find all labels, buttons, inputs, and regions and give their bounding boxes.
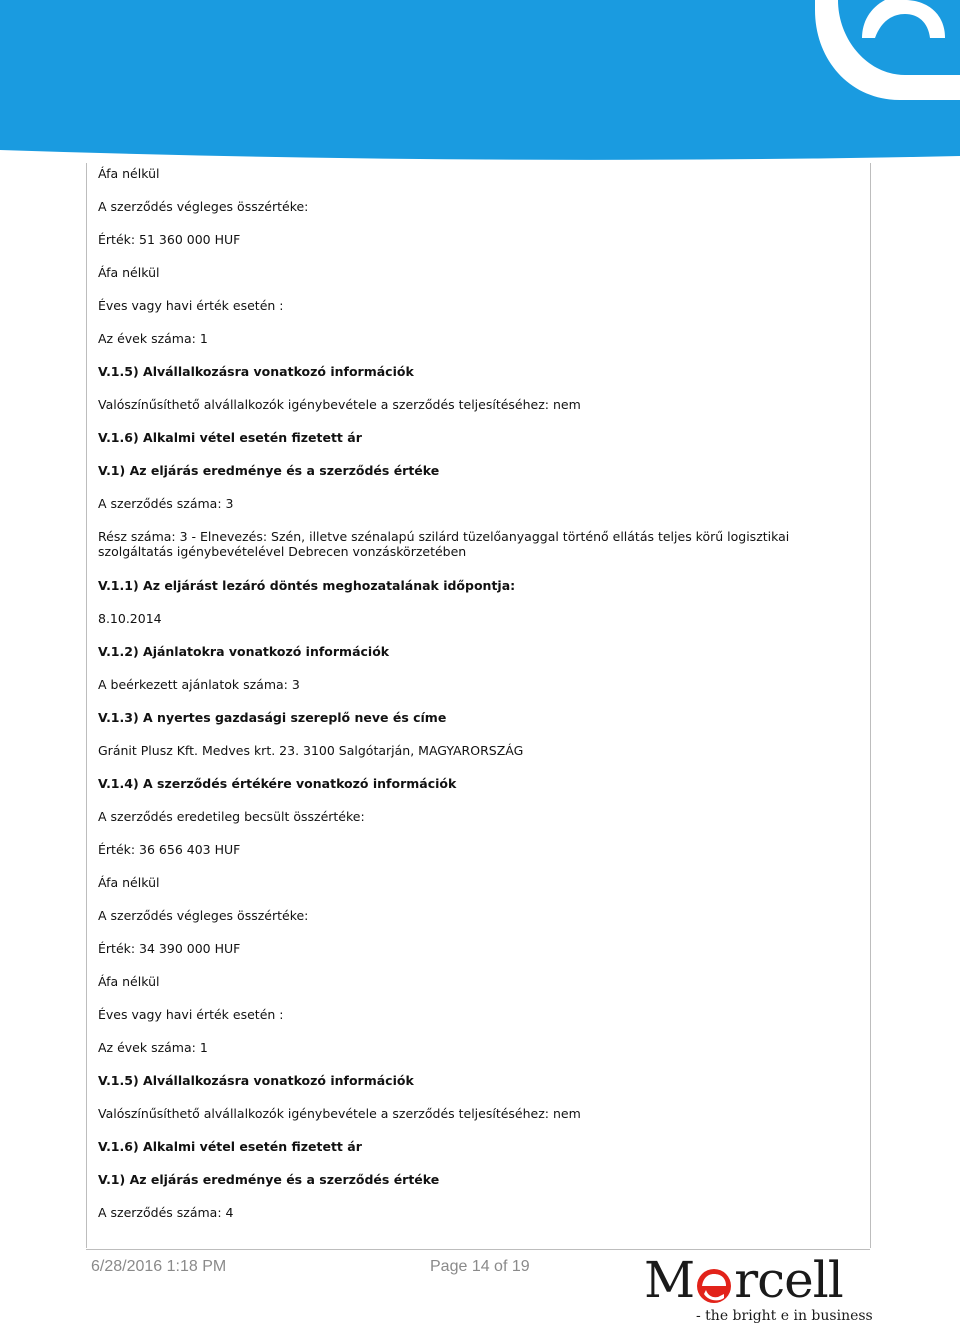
section-heading: V.1.1) Az eljárást lezáró döntés meghozatalának időpontja: [98, 578, 516, 593]
section-heading: V.1.5) Alvállalkozásra vonatkozó információk [98, 1073, 414, 1088]
brand-tagline: - the bright e in business [696, 1308, 873, 1324]
section-heading: V.1) Az eljárás eredménye és a szerződés értéke [98, 1172, 440, 1187]
section-heading: V.1.4) A szerződés értékére vonatkozó információk [98, 776, 457, 791]
document-line: Áfa nélkül [98, 974, 160, 989]
section-heading: V.1.6) Alkalmi vétel esetén fizetett ár [98, 430, 362, 445]
section-heading: V.1.6) Alkalmi vétel esetén fizetett ár [98, 1139, 362, 1154]
document-line: Áfa nélkül [98, 875, 160, 890]
section-heading: V.1) Az eljárás eredménye és a szerződés értéke [98, 463, 440, 478]
document-line: A szerződés száma: 3 [98, 496, 234, 511]
document-line: A beérkezett ajánlatok száma: 3 [98, 677, 300, 692]
document-line: Valószínűsíthető alvállalkozók igénybevétele a szerződés teljesítéséhez: nem [98, 1106, 581, 1121]
document-line: A szerződés végleges összértéke: [98, 199, 309, 214]
section-heading: V.1.3) A nyertes gazdasági szereplő neve és címe [98, 710, 447, 725]
document-line: A szerződés eredetileg becsült összértéke: [98, 809, 365, 824]
document-line: Érték: 36 656 403 HUF [98, 842, 241, 857]
document-line: 8.10.2014 [98, 611, 162, 626]
footer-date: 6/28/2016 1:18 PM [91, 1258, 227, 1275]
footer-page-number: Page 14 of 19 [430, 1258, 530, 1275]
document-line: A szerződés végleges összértéke: [98, 908, 309, 923]
document-line: Éves vagy havi érték esetén : [98, 298, 284, 313]
document-body [86, 163, 871, 1248]
document-line: Éves vagy havi érték esetén : [98, 1007, 284, 1022]
document-line: Gránit Plusz Kft. Medves krt. 23. 3100 Salgótarján, MAGYARORSZÁG [98, 743, 524, 758]
document-line: Az évek száma: 1 [98, 1040, 208, 1055]
brand-letter-m: M [644, 1251, 695, 1309]
document-line: Érték: 34 390 000 HUF [98, 941, 241, 956]
document-line: Az évek száma: 1 [98, 331, 208, 346]
document-line: Érték: 51 360 000 HUF [98, 232, 241, 247]
section-heading: V.1.5) Alvállalkozásra vonatkozó információk [98, 364, 414, 379]
document-line: Valószínűsíthető alvállalkozók igénybevétele a szerződés teljesítéséhez: nem [98, 397, 581, 412]
document-line: Áfa nélkül [98, 166, 160, 181]
section-heading: V.1.2) Ajánlatokra vonatkozó információk [98, 644, 390, 659]
document-line: Rész száma: 3 - Elnevezés: Szén, illetve szénalapú szilárd tüzelőanyaggal történő ellátás teljes körű logisztikai szolgáltatás igénybevételével Debrecen vonzáskörzetében [98, 529, 790, 559]
document-line: Áfa nélkül [98, 265, 160, 280]
marcell-logo [644, 1250, 873, 1329]
header-banner [0, 0, 960, 160]
document-line: A szerződés száma: 4 [98, 1205, 234, 1220]
brand-letters-rcell: rcell [734, 1251, 843, 1309]
brand-e-icon [694, 1250, 734, 1310]
